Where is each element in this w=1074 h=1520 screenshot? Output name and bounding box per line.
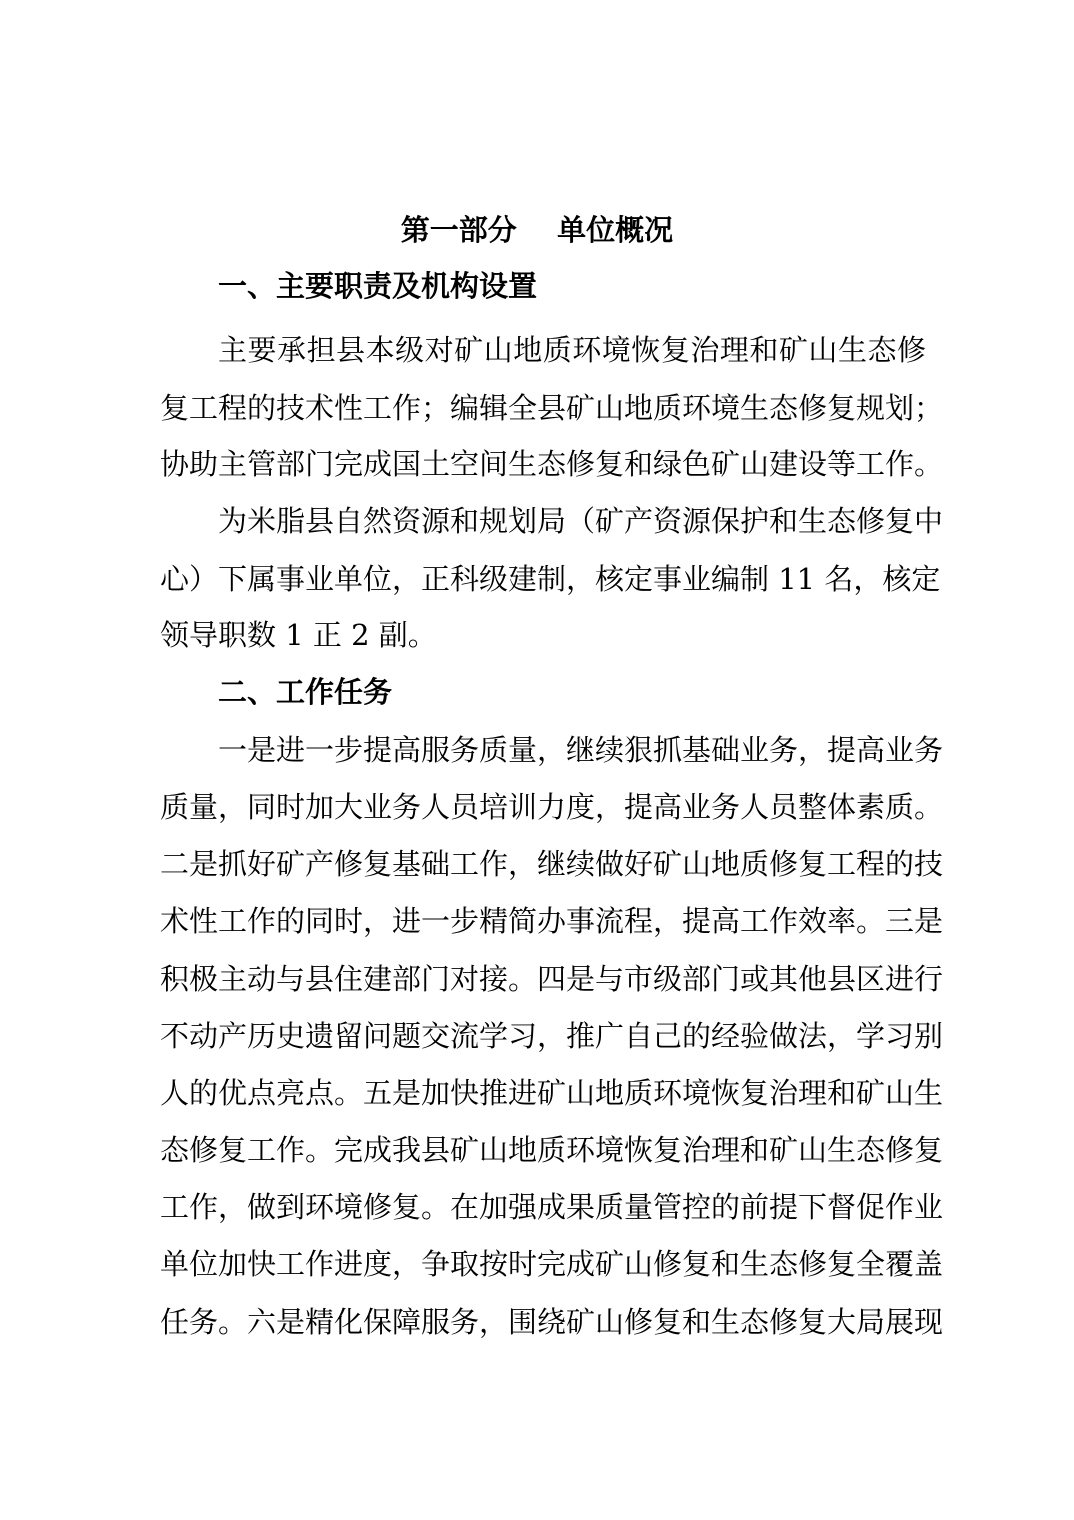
paragraph-line: 复工程的技术性工作；编辑全县矿山地质环境生态修复规划； xyxy=(160,391,944,425)
paragraph-line: 术性工作的同时，进一步精简办事流程，提高工作效率。三是 xyxy=(160,904,944,938)
paragraph-line: 主要承担县本级对矿山地质环境恢复治理和矿山生态修 xyxy=(218,333,926,367)
page-title: 第一部分 单位概况 xyxy=(400,213,674,247)
section-heading-responsibilities: 一、主要职责及机构设置 xyxy=(218,269,538,303)
paragraph-line: 积极主动与县住建部门对接。四是与市级部门或其他县区进行 xyxy=(160,962,944,996)
paragraph-line: 二是抓好矿产修复基础工作，继续做好矿山地质修复工程的技 xyxy=(160,847,944,881)
paragraph-line: 不动产历史遗留问题交流学习，推广自己的经验做法，学习别 xyxy=(160,1019,944,1053)
paragraph-line: 领导职数 1 正 2 副。 xyxy=(160,618,437,652)
section-heading-tasks: 二、工作任务 xyxy=(218,675,393,709)
paragraph-line: 一是进一步提高服务质量，继续狠抓基础业务，提高业务 xyxy=(218,733,944,767)
paragraph-line: 为米脂县自然资源和规划局（矿产资源保护和生态修复中 xyxy=(218,504,944,538)
paragraph-line: 任务。六是精化保障服务，围绕矿山修复和生态修复大局展现 xyxy=(160,1305,944,1339)
paragraph-line: 单位加快工作进度，争取按时完成矿山修复和生态修复全覆盖 xyxy=(160,1247,944,1281)
paragraph-line: 质量，同时加大业务人员培训力度，提高业务人员整体素质。 xyxy=(160,790,944,824)
paragraph-line: 人的优点亮点。五是加快推进矿山地质环境恢复治理和矿山生 xyxy=(160,1076,944,1110)
paragraph-line: 态修复工作。完成我县矿山地质环境恢复治理和矿山生态修复 xyxy=(160,1133,944,1167)
paragraph-line: 心）下属事业单位，正科级建制，核定事业编制 11 名，核定 xyxy=(160,562,941,596)
paragraph-line: 协助主管部门完成国土空间生态修复和绿色矿山建设等工作。 xyxy=(160,447,944,481)
paragraph-line: 工作，做到环境修复。在加强成果质量管控的前提下督促作业 xyxy=(160,1190,944,1224)
